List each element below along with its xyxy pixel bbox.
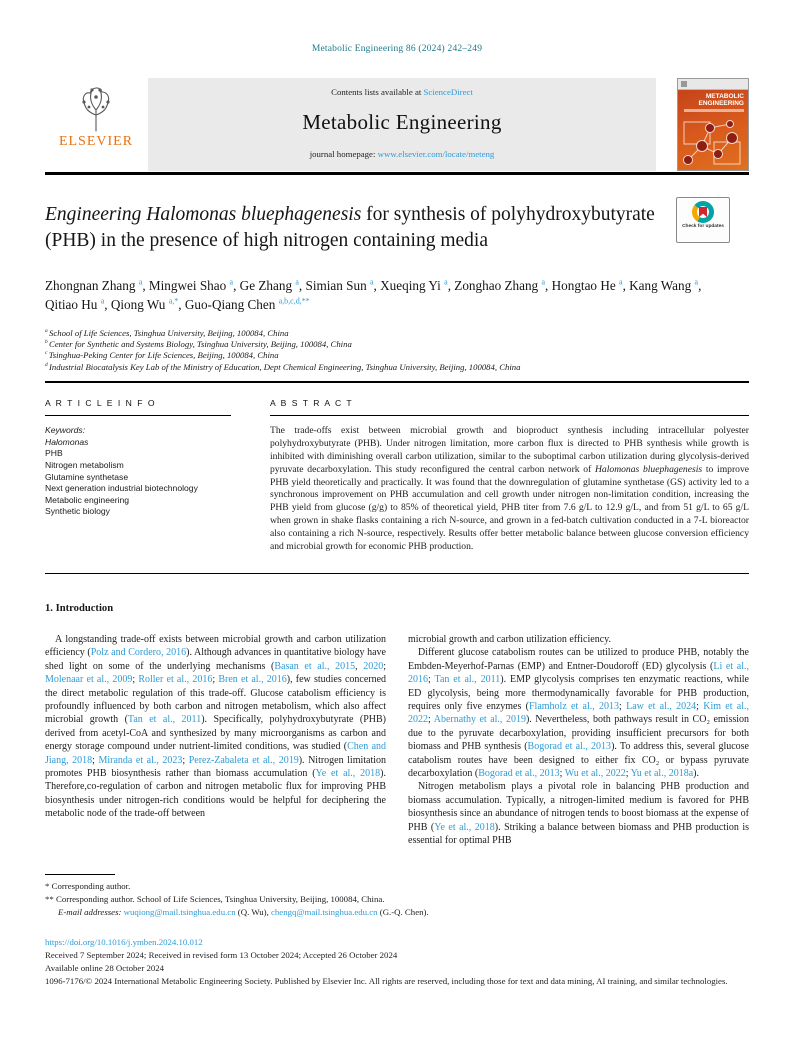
link[interactable]: Tan et al., 2011	[127, 714, 202, 726]
keyword-item: Halomonas	[45, 436, 89, 447]
crossmark-flag-icon	[699, 207, 707, 217]
crossmark-icon	[692, 201, 714, 223]
abstract-section	[270, 398, 749, 554]
journal-homepage-line: journal homepage: www.elsevier.com/locate/meteng	[309, 149, 495, 159]
affiliation-d: $^d$ Industrial Biocatalysis Key Lab of the Ministry of Education, Dept Chemical Engineering, Tsinghua University, Beijing, 100084, China	[45, 361, 521, 372]
elsevier-wordmark: ELSEVIER	[58, 134, 134, 149]
link[interactable]: Ye et al., 2018	[315, 768, 381, 780]
link[interactable]: a	[541, 277, 546, 287]
link[interactable]: Li et al., 2016	[408, 660, 749, 686]
cover-molecule-art-icon	[680, 116, 746, 168]
article-title: Engineering Halomonas bluephagenesis for synthesis of polyhydroxybutyrate (PHB) in the presence of high nitrogen containing media	[45, 204, 655, 251]
link[interactable]: Chen and Jiang, 2018	[45, 741, 387, 766]
check-for-updates-badge[interactable]	[676, 197, 730, 243]
link[interactable]: a	[138, 277, 143, 287]
link[interactable]: www.elsevier.com/locate/meteng	[377, 149, 495, 159]
link[interactable]: a	[100, 296, 105, 306]
header-rule	[45, 172, 749, 175]
journal-header	[45, 78, 749, 171]
cover-divider	[684, 109, 744, 112]
keyword-item: Glutamine synthetase	[45, 471, 129, 482]
keyword-item: Next generation industrial biotechnology	[45, 483, 198, 494]
doi-link[interactable]: https://doi.org/10.1016/j.ymben.2024.10.012	[45, 937, 203, 947]
elsevier-tree-icon	[75, 83, 117, 133]
link[interactable]: a	[444, 277, 448, 287]
link[interactable]: Molenaar et al., 2009	[45, 674, 133, 686]
link[interactable]: Law et al., 2024	[626, 701, 697, 713]
journal-title: Metabolic Engineering	[302, 110, 502, 134]
link[interactable]: Bogorad et al., 2013	[478, 768, 560, 780]
link[interactable]: Miranda et al., 2023	[98, 754, 183, 766]
abstract-bottom-rule	[45, 573, 749, 574]
received-dates-line: Received 7 September 2024; Received in revised form 13 October 2024; Accepted 26 October 2024	[45, 950, 398, 960]
link[interactable]: a	[619, 277, 623, 287]
link[interactable]: Flamholz et al., 2013	[528, 701, 620, 713]
link[interactable]: a,*	[168, 296, 179, 306]
cover-top-strip	[678, 79, 748, 90]
footnote-rule	[45, 874, 115, 875]
body-column-left	[45, 633, 386, 821]
intro-paragraph: A longstanding trade-off exists between microbial growth and carbon utilization efficiency (Polz and Cordero, 2016). Although advances in quantitative biology have shed light on some of the underlying mechanisms (Basan et al., 2015, 2020; Molenaar et al., 2009; Roller et al., 2016; Bren et al., 2016), few studies concerned the direct metabolic regulation of this trade-off. Glucose catabolism efficiency is profoundly influenced by both carbon and nitrogen metabolism, which also affect microbial growth (Tan et al., 2011). Specifically, polyhydroxybutyrate (PHB) derived from acetyl-CoA and synthesized by many microorganisms as carbon and energy storage compound under nutrient-limited conditions, was studied (Chen and Jiang, 2018; Miranda et al., 2023; Perez-Zabaleta et al., 2019). Nitrogen limitation promotes PHB biosynthesis rather than biomass accumulation (Ye et al., 2018). Therefore,co-regulation of carbon and nitrogen metabolic flux for improving PHB biosynthesis under nitrogen-rich conditions would be helpful for deciphering the metabolic node of the trade-off between	[45, 634, 387, 820]
link[interactable]: Bogorad et al., 2013	[527, 741, 612, 753]
abstract-text: The trade-offs exist between microbial growth and bioproduct synthesis including intracellular polyester polyhydroxybutyrate (PHB). Under nitrogen limitation, more carbon flux is directed to PHB synthesis while growth is inhibited with diminishing overall carbon utilization, similar to the suboptimal carbon utilization during glycolysis-derived pyruvate decarboxylation. This study reconfigured the central carbon network of Halomonas bluephagenesis to improve PHB yield theoretically and practically. It was found that the downregulation of glutamine synthetase (GS) activity led to a synchronous improvement on PHB accumulation and cell growth under nitrogen non-limitation condition, increasing the PHB yield from glucose (g/g) to 85% of theoretical yield, PHB titer from 7.6 g/L to 12.9 g/L, and from 51 g/L to 65 g/L when grown in shake flasks containing a rich N-source, and grown in a fed-batch cultivation conducted in a 7-L bioreactor also containing a rich N-source, respectively. Results offer better metabolic balance between glucose conversion efficiency and microbial growth for economic PHB production.	[270, 425, 749, 552]
affiliation-a: $^a$ School of Life Sciences, Tsinghua University, Beijing, 100084, China	[45, 328, 289, 338]
affiliation-c: $^c$ Tsinghua-Peking Center for Life Sciences, Beijing, 100084, China	[45, 350, 279, 361]
abstract-heading: A B S T R A C T	[270, 398, 354, 408]
check-for-updates-label: Check for updates	[682, 224, 724, 229]
link[interactable]: a	[369, 277, 374, 287]
article-info-rule	[45, 415, 231, 416]
contents-lists-line: Contents lists available at ScienceDirect	[331, 87, 473, 97]
intro-paragraph-continuation: microbial growth and carbon utilization efficiency.	[408, 634, 611, 645]
journal-banner	[148, 78, 656, 171]
link[interactable]: a	[229, 277, 234, 287]
link[interactable]: Basan et al., 2015	[274, 660, 356, 672]
keyword-item: Metabolic engineering	[45, 494, 130, 505]
intro-paragraph: Nitrogen metabolism plays a pivotal role in balancing PHB production and biomass accumulation. Typically, a nitrogen-limited medium is favored for PHB biosynthesis since an abundance of nitrogen tends to boost biomass at the expense of PHB (Ye et al., 2018). Striking a balance between biomass and PHB production is essential for optimal PHB	[408, 781, 749, 847]
link[interactable]: a	[694, 277, 699, 287]
link[interactable]: wuqiong@mail.tsinghua.edu.cn	[123, 907, 236, 917]
link[interactable]: Yu et al., 2018a	[630, 768, 694, 780]
copyright-line: 1096-7176/© 2024 International Metabolic Engineering Society. Published by Elsevier Inc. All rights are reserved, including those for text and data mining, AI training, and similar technologies.	[45, 976, 728, 986]
elsevier-logo	[45, 79, 147, 171]
author-list: Zhongnan Zhang $^a$, Mingwei Shao $^a$, Ge Zhang $^a$, Simian Sun $^a$, Xueqing Yi $^a$, Zonghao Zhang $^a$, Hongtao He $^a$, Kang Wang $^a$, Qitiao Hu $^a$, Qiong Wu $^{a,*}$, Guo-Qiang Chen $^{a,b,c,d,**}$	[45, 277, 702, 312]
link[interactable]: 2020	[363, 660, 384, 672]
body-column-right	[408, 633, 749, 848]
link[interactable]: Ye et al., 2018	[434, 821, 495, 833]
link[interactable]: Tan et al., 2011	[434, 674, 501, 686]
affiliation-b: $^b$ Center for Synthetic and Systems Biology, Tsinghua University, Beijing, 100084, China	[45, 339, 352, 350]
journal-cover-thumbnail	[677, 78, 749, 171]
article-footer	[45, 936, 749, 988]
link[interactable]: ScienceDirect	[423, 87, 473, 97]
article-info-section	[45, 398, 237, 518]
keyword-item: Synthetic biology	[45, 506, 110, 517]
link[interactable]: chengq@mail.tsinghua.edu.cn	[271, 907, 378, 917]
keyword-item: PHB	[45, 448, 63, 459]
section-divider-rule	[45, 381, 749, 383]
intro-paragraph: Different glucose catabolism routes can be utilized to produce PHB, notably the Embden-Meyerhof-Parnas (EMP) and Entner-Doudoroff (ED) glycolysis (Li et al., 2016; Tan et al., 2011). EMP glycolysis comprises ten enzymatic reactions, while ED glycolysis, being more thermodynamically favorable for PHB production, requires only five enzymes (Flamholz et al., 2013; Law et al., 2024; Kim et al., 2022; Abernathy et al., 2019). Nevertheless, both pathways result in CO₂ emission due to the pyruvate decarboxylation, providing insufficient precursors for both biomass and PHB synthesis (Bogorad et al., 2013). To address this, several glucose catabolism routes have been designed to either fix CO₂ or bypass pyruvate decarboxylation (Bogorad et al., 2013; Wu et al., 2022; Yu et al., 2018a).	[408, 647, 749, 780]
link[interactable]: Kim et al., 2022	[408, 701, 749, 726]
available-online-line: Available online 28 October 2024	[45, 963, 165, 973]
journal-citation: Metabolic Engineering 86 (2024) 242–249	[311, 44, 483, 54]
link[interactable]: Roller et al., 2016	[138, 674, 213, 686]
link[interactable]: a,b,c,d,**	[278, 296, 310, 306]
footnote-block	[45, 874, 749, 919]
link[interactable]: Wu et al., 2022	[564, 768, 626, 780]
corresponding-author-note-1: * Corresponding author.	[45, 881, 131, 891]
article-info-heading: A R T I C L E I N F O	[45, 398, 157, 408]
abstract-rule	[270, 415, 749, 416]
link[interactable]: Polz and Cordero, 2016	[90, 647, 187, 659]
introduction-heading: 1. Introduction	[45, 603, 114, 614]
corresponding-author-note-2: ** Corresponding author. School of Life Sciences, Tsinghua University, Beijing, 100084, China.	[45, 894, 385, 904]
link[interactable]: Perez-Zabaleta et al., 2019	[188, 754, 299, 766]
link[interactable]: Bren et al., 2016	[218, 674, 287, 686]
link[interactable]: Abernathy et al., 2019	[433, 714, 526, 726]
cover-journal-title: METABOLIC ENGINEERING	[698, 93, 744, 107]
email-addresses-line: E-mail addresses: wuqiong@mail.tsinghua.edu.cn (Q. Wu), chengq@mail.tsinghua.edu.cn (G.-Q. Chen).	[58, 907, 429, 917]
affiliations	[45, 328, 745, 373]
keywords-label: Keywords:	[45, 425, 86, 436]
link[interactable]: a	[295, 277, 299, 287]
keyword-item: Nitrogen metabolism	[45, 459, 124, 470]
